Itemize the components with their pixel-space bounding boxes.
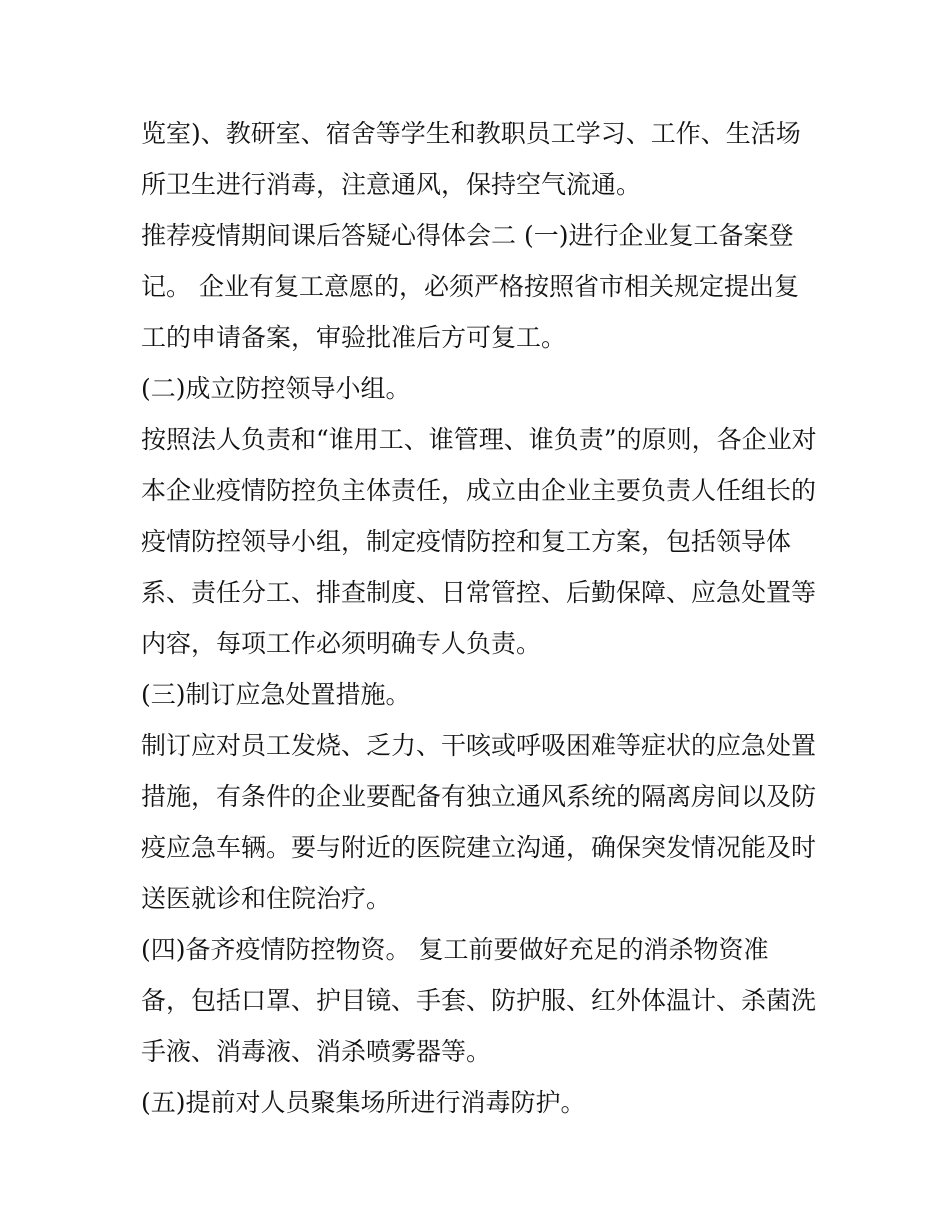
text-line: 览室)、教研室、宿舍等学生和教职员工学习、工作、生活场 — [141, 119, 801, 148]
section-heading: (二)成立防控领导小组。 — [141, 374, 411, 403]
section-heading: (三)制订应急处置措施。 — [141, 680, 411, 709]
text-line: 工的申请备案，审验批准后方可复工。 — [141, 323, 567, 352]
text-line: 记。 企业有复工意愿的，必须严格按照省市相关规定提出复 — [141, 272, 799, 301]
document-body — [141, 108, 821, 1128]
text-line: 所卫生进行消毒，注意通风，保持空气流通。 — [141, 170, 642, 199]
text-line: 送医就诊和住院治疗。 — [141, 884, 392, 913]
text-line: 按照法人负责和“谁用工、谁管理、谁负责”的原则，各企业对 — [141, 425, 817, 454]
text-line: 系、责任分工、排查制度、日常管控、后勤保障、应急处置等 — [141, 578, 817, 607]
section-heading: (五)提前对人员聚集场所进行消毒防护。 — [141, 1088, 586, 1117]
text-line: 疫应急车辆。要与附近的医院建立沟通，确保突发情况能及时 — [141, 833, 817, 862]
section-heading: (四)备齐疫情防控物资。 复工前要做好充足的消杀物资准 — [141, 935, 769, 964]
text-line: 本企业疫情防控负主体责任，成立由企业主要负责人任组长的 — [141, 476, 817, 505]
text-line: 措施，有条件的企业要配备有独立通风系统的隔离房间以及防 — [141, 782, 817, 811]
text-line: 备，包括口罩、护目镜、手套、防护服、红外体温计、杀菌洗 — [141, 986, 817, 1015]
text-line: 制订应对员工发烧、乏力、干咳或呼吸困难等症状的应急处置 — [141, 731, 817, 760]
text-line: 内容，每项工作必须明确专人负责。 — [141, 629, 542, 658]
text-line: 手液、消毒液、消杀喷雾器等。 — [141, 1037, 492, 1066]
text-line: 推荐疫情期间课后答疑心得体会二 (一)进行企业复工备案登 — [141, 221, 794, 250]
text-line: 疫情防控领导小组，制定疫情防控和复工方案，包括领导体 — [141, 527, 792, 556]
